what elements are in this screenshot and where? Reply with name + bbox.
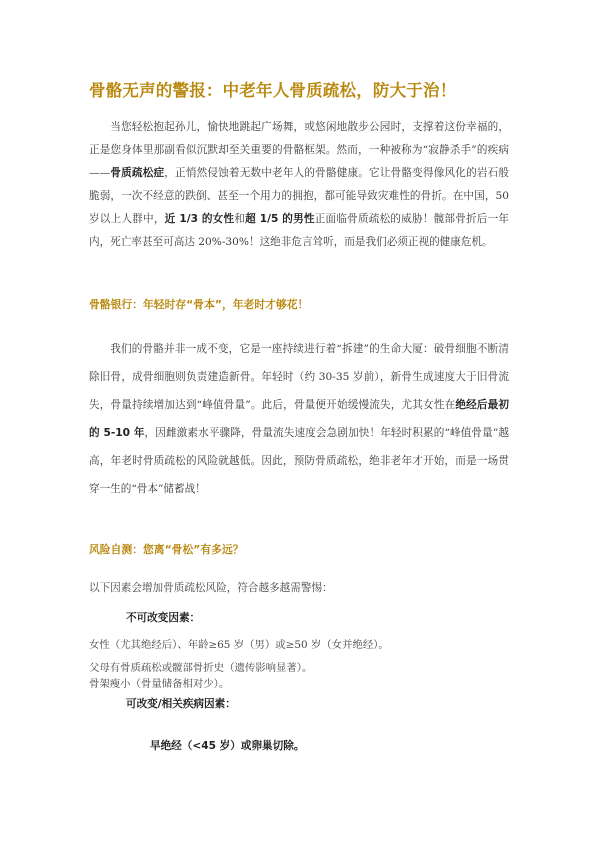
bone-bank-paragraph xyxy=(89,335,509,503)
intro-text-2: ，正悄然侵蚀着无数中老年人的骨骼健康。它让骨骼变得像风化的岩石般脆弱，一次不经意的跌倒、甚至一个用力的拥抱，都可能导致灾难性的骨折。在中国，50 岁以上人群中， xyxy=(89,167,509,225)
fixed-factor-item: 父母有骨质疏松或髋部骨折史（遗传影响显著）。 xyxy=(89,662,313,674)
bone-bank-text-2: ，因雌激素水平骤降，骨量流失速度会急剧加快！年轻时积累的“峰值骨量”越高，年老时骨质疏松的风险就越低。因此，预防骨质疏松，绝非老年才开始，而是一场贯穿一生的“骨本”储蓄战！ xyxy=(89,427,509,495)
article-title: 骨骼无声的警报：中老年人骨质疏松，防大于治！ xyxy=(89,81,457,100)
intro-bold-osteoporosis: 骨质疏松症 xyxy=(110,167,165,179)
section-heading-risk-test: 风险自测：您离“骨松”有多远？ xyxy=(89,543,244,556)
intro-text-4: 正面临骨质疏松的威胁！髋部骨折后一年内，死亡率甚至可高达 20%-30%！这绝非危言耸听，而是我们必须正视的健康危机。 xyxy=(89,213,510,248)
modifiable-factors-title: 可改变/相关疾病因素： xyxy=(126,698,236,710)
fixed-factor-item: 女性（尤其绝经后）、年龄≥65 岁（男）或≥50 岁（女并绝经）。 xyxy=(89,639,389,651)
fixed-factor-item: 骨架瘦小（骨量储备相对少）。 xyxy=(89,678,230,690)
fixed-factors-title: 不可改变因素： xyxy=(126,612,201,624)
risk-intro-text: 以下因素会增加骨质疏松风险，符合越多越需警惕： xyxy=(89,582,333,594)
bone-bank-text-1: 我们的骨骼并非一成不变，它是一座持续进行着“拆建”的生命大厦：破骨细胞不断清除旧骨，成骨细胞则负责建造新骨。年轻时（约 30-35 岁前），新骨生成速度大于旧骨流失，骨量持续增加达到“峰值骨量”。此后，骨量便开始缓慢流失，尤其女性在 xyxy=(89,343,509,411)
modifiable-factor-item: 早绝经（<45 岁）或卵巢切除。 xyxy=(150,740,305,752)
intro-paragraph xyxy=(89,116,509,254)
intro-bold-women-stat: 近 1/3 的女性 xyxy=(164,213,235,225)
intro-text-3: 和 xyxy=(234,213,246,225)
bone-bank-bold-menopause: 绝经后最初的 5-10 年 xyxy=(89,399,509,439)
section-heading-bone-bank: 骨骼银行：年轻时存“骨本”，年老时才够花！ xyxy=(89,298,309,311)
intro-bold-men-stat: 超 1/5 的男性 xyxy=(245,213,315,225)
intro-text-1: 当您轻松抱起孙儿，愉快地跳起广场舞，或悠闲地散步公园时，支撑着这份幸福的，正是您身体里那副看似沉默却至关重要的骨骼框架。然而，一种被称为“寂静杀手”的疾病—— xyxy=(89,121,509,179)
